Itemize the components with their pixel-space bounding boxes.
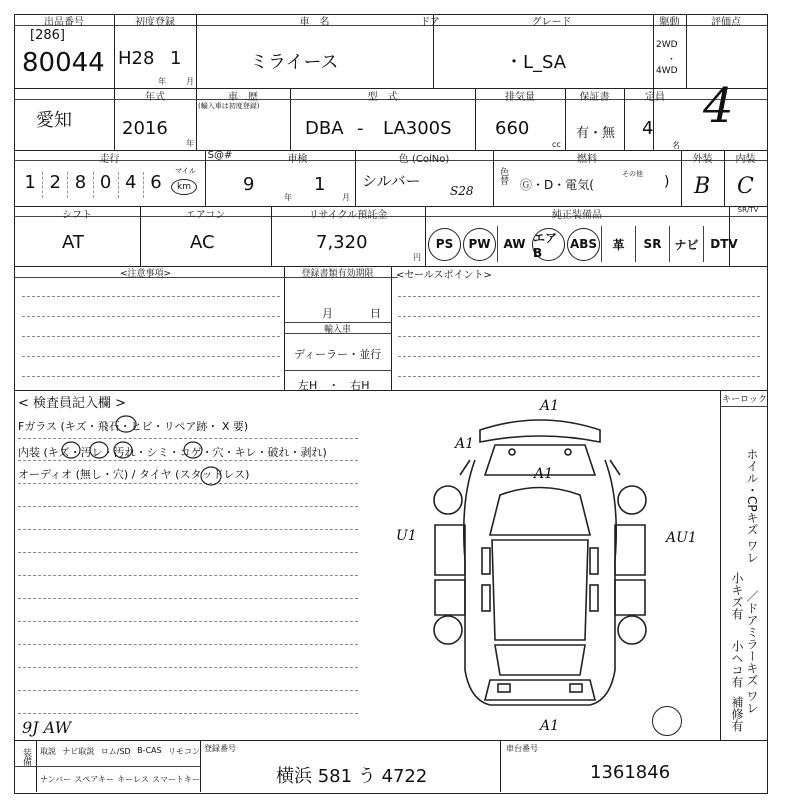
footer-tag: 装備 [21, 748, 31, 766]
first-reg-month: 1 [170, 48, 182, 69]
sharp-label: S@# [207, 150, 233, 161]
displacement-label: 排気量 [505, 92, 535, 103]
grade: ・L_SA [505, 52, 567, 73]
model-year: 2016 [122, 118, 168, 139]
equipment-item: SR [635, 226, 669, 262]
color-code: S28 [450, 184, 474, 198]
footer-label: ナビ取説 [62, 747, 95, 756]
aircon: AC [190, 232, 215, 253]
year-label: 年式 [145, 92, 165, 103]
fuel-close: ) [664, 174, 670, 190]
reg-day: 日 [370, 307, 381, 320]
mileage-label: 走行 [99, 154, 120, 165]
lot-number: 80044 [22, 48, 105, 78]
sales-point-label: <セールスポイント> [396, 270, 492, 281]
capacity: 4 [642, 118, 654, 139]
equipment-item: DTV [703, 226, 744, 262]
damage-windshield: A1 [534, 466, 554, 482]
history-note: (輸入車は初度登録) [198, 102, 260, 110]
first-reg-year-suffix: 年 [158, 77, 166, 86]
fuel-label: 燃料 [577, 154, 597, 165]
chassis-number: 1361846 [590, 762, 671, 783]
interior-grade: C [737, 174, 754, 199]
damage-right: AU1 [666, 530, 697, 546]
footer-label: キーレス [117, 775, 149, 784]
type-code: LA300S [383, 118, 452, 139]
side-note-2: ／ドアミラーキズ ワレ [745, 590, 759, 714]
footer-label: スマートキー [152, 775, 200, 784]
mileage-digit: 0 [93, 172, 118, 198]
footer-labels-2 [40, 774, 200, 785]
drive-2wd: 2WD [656, 40, 678, 50]
import-label: 輸入車 [323, 325, 351, 335]
displacement-unit: cc [552, 140, 561, 149]
damage-front: A1 [540, 398, 560, 414]
exterior-grade: B [694, 174, 711, 199]
drive-4wd: 4WD [656, 66, 678, 76]
footer-label: 取説 [40, 747, 56, 756]
footer-label: ロム/SD [100, 747, 131, 756]
fuel-options: Ⓖ・D・電気( [520, 178, 594, 192]
attention-label: <注意事項> [120, 269, 172, 279]
reg-month: 月 [322, 307, 333, 320]
grade-label: グレード [531, 17, 572, 28]
footer-label: ナンバー [40, 775, 72, 784]
warranty: 有・無 [576, 126, 616, 141]
equipment-item: エアB [532, 228, 565, 261]
handle-side: 左H ・ 右H [298, 379, 370, 392]
shaken-year: 9 [243, 174, 255, 195]
type-prefix: DBA [305, 118, 344, 139]
equipment-item: AW [497, 226, 531, 262]
mileage-digit: 2 [42, 172, 67, 198]
damage-hood: A1 [455, 436, 475, 452]
shaken-year-unit: 年 [284, 193, 292, 202]
footer-label: スペアキー [74, 775, 114, 784]
footer-label: リモコン [167, 747, 200, 756]
mileage-unit: km [171, 179, 197, 195]
recycle-label: リサイクル預託金 [308, 210, 388, 221]
keylock-label: キーロック [722, 395, 767, 405]
damage-left: U1 [396, 528, 417, 544]
mileage-digit: 4 [118, 172, 143, 198]
side-note-3a: 小キズ有 [730, 572, 744, 620]
footer-label: B-CAS [137, 746, 162, 755]
mileage-digit: 8 [67, 172, 92, 198]
displacement: 660 [495, 118, 530, 139]
dealer-type: ディーラー・並行 [294, 348, 382, 361]
history-label: 車 歴 [228, 92, 258, 103]
capacity-label: 定員 [645, 92, 665, 103]
first-reg-era: H28 [118, 48, 155, 69]
shaken-month: 1 [314, 174, 326, 195]
drive-dot: ・ [667, 55, 677, 65]
recycle-fee: 7,320 [316, 232, 368, 253]
region: 愛知 [36, 110, 72, 131]
equipment-item: PW [463, 228, 496, 261]
sunroof-label: SR/TV [737, 206, 759, 214]
footer-labels-1 [40, 746, 200, 757]
color-change: 色替 [498, 167, 508, 185]
mileage-digit: 1 [24, 172, 36, 193]
shift: AT [62, 232, 84, 253]
reg-date-label: 登録書類有効期限 [301, 269, 374, 279]
equipment-label: 純正装備品 [552, 210, 602, 221]
lot-code: [286] [30, 28, 65, 43]
drive-label: 駆動 [659, 17, 680, 28]
recycle-unit: 円 [413, 253, 421, 262]
type-label: 型 式 [367, 92, 398, 103]
equipment-item: 革 [601, 226, 635, 262]
warranty-label: 保証書 [579, 92, 610, 103]
mileage-digit: 6 [143, 172, 168, 198]
side-note-3c: 補修有 [730, 696, 744, 732]
equipment-item: ABS [567, 228, 600, 261]
lot-no-label: 出品番号 [44, 17, 84, 28]
exterior-label: 外装 [692, 154, 713, 165]
equipment-item: ナビ [669, 226, 703, 262]
car-name-label: 車 名 [299, 17, 330, 28]
score-label: 評価点 [711, 17, 741, 28]
shaken-label: 車検 [287, 154, 308, 165]
fuel-other: その他 [622, 170, 643, 178]
inspector-line-3: オーディオ (無し・穴) / タイヤ (スタッドレス) [18, 468, 250, 481]
equipment-item: PS [428, 228, 461, 261]
chassis-number-label: 車台番号 [506, 744, 538, 753]
side-note-1: ホイル・CPキズ ワレ [745, 448, 759, 564]
handwritten-note: 9J AW [22, 718, 72, 737]
first-reg-month-suffix: 月 [186, 77, 194, 86]
shift-label: シフト [62, 210, 92, 221]
color-name: シルバー [362, 172, 421, 190]
reg-number: 横浜 581 う 4722 [276, 766, 428, 787]
side-note-3b: 小ヘコ有 [730, 640, 744, 688]
model-year-suffix: 年 [186, 139, 194, 148]
car-name: ミライース [250, 52, 339, 73]
inspector-label: < 検査員記入欄 > [18, 396, 127, 411]
score-value: 4 [703, 78, 734, 134]
first-reg-label: 初度登録 [135, 17, 175, 28]
shaken-month-unit: 月 [342, 193, 350, 202]
reg-number-label: 登録番号 [204, 744, 236, 753]
aircon-label: エアコン [185, 210, 226, 221]
capacity-unit: 名 [672, 141, 680, 150]
mileage-unit-top: マイル [175, 167, 196, 175]
color-label: 色 (ColNo) [398, 154, 450, 165]
inspector-line-1: Fガラス (キズ・飛石・ヒビ・リペア跡・ X 要) [18, 420, 249, 433]
type-sep: - [357, 118, 364, 139]
damage-rear: A1 [540, 718, 560, 734]
door-label: ドア [420, 17, 440, 28]
inspector-line-2: 内装 (キズ・汚レ・汚れ・シミ・コゲ・穴・キレ・破れ・剥れ) [18, 446, 327, 459]
interior-label: 内装 [735, 154, 756, 165]
